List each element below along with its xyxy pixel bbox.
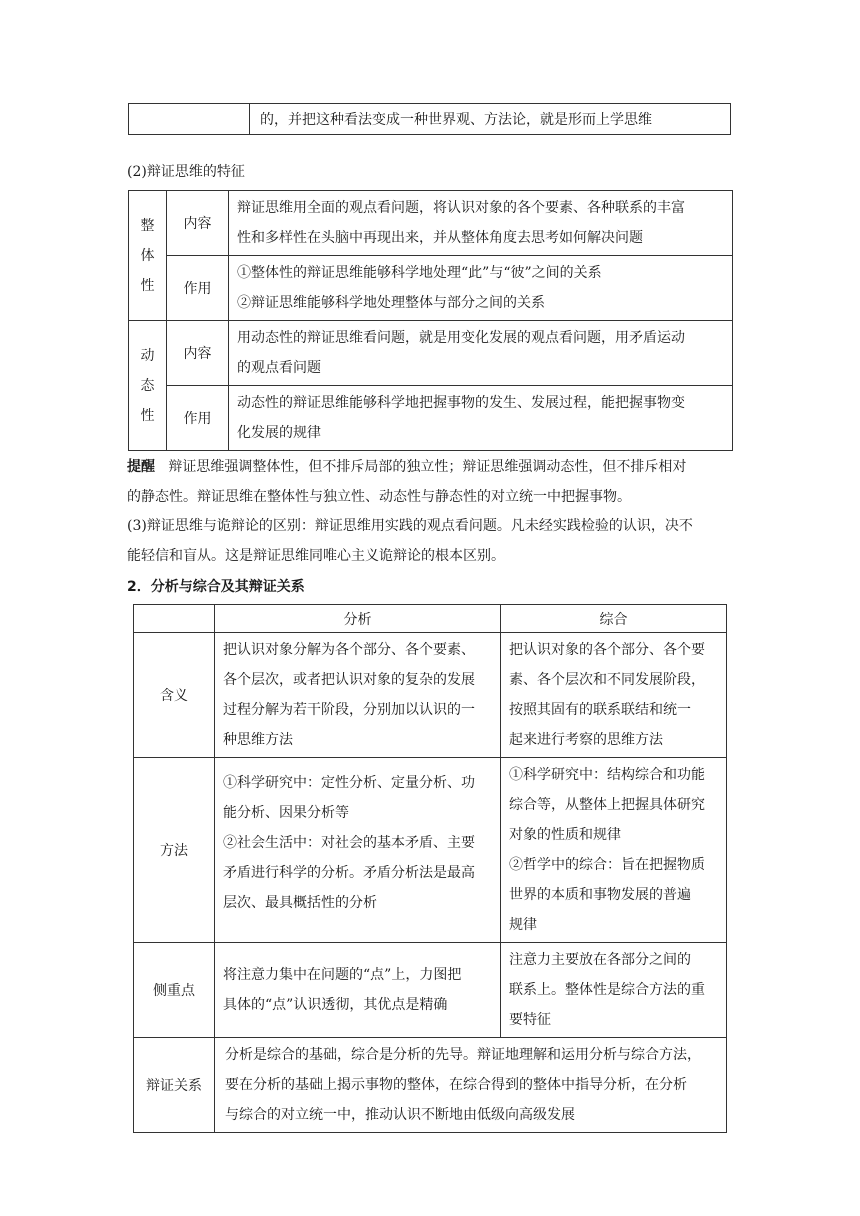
top-row-text: 的，并把这种看法变成一种世界观、方法论，就是形而上学思维 [260, 112, 652, 128]
row-label-meaning [134, 633, 215, 758]
reminder-text-1: 辩证思维强调整体性，但不排斥局部的独立性；辩证思维强调动态性，但不排斥相对 [168, 459, 687, 475]
cell-line: 矛盾进行科学的分析。矛盾分析法是最高 [223, 865, 475, 881]
row-label-focus [134, 943, 215, 1038]
cell-line: 规律 [509, 917, 537, 933]
cell-line: 起来进行考察的思维方法 [509, 732, 663, 748]
content-line: 用动态性的辩证思维看问题，就是用变化发展的观点看问题，用矛盾运动 [237, 330, 685, 346]
feature-char: 性 [140, 407, 155, 424]
focus-synthesis-cell [501, 943, 727, 1038]
header-synthesis [501, 605, 727, 633]
cell-line: 将注意力集中在问题的“点”上，力图把 [223, 967, 462, 983]
feature-row-label [167, 191, 229, 256]
feature-char: 整 [140, 217, 155, 234]
feature-integrity-cell [129, 191, 167, 321]
method-analysis-cell [215, 758, 501, 943]
section3-line-1: (3)辩证思维与诡辩论的区别：辩证思维用实践的观点看问题。凡未经实践检验的认识，决不 [127, 518, 693, 534]
feature-row-content [229, 191, 733, 256]
content-line: 动态性的辩证思维能够科学地把握事物的发生、发展过程，能把握事物变 [237, 395, 685, 411]
feature-row-label [167, 256, 229, 321]
content-line: 化发展的规律 [237, 425, 321, 441]
feature-row-content [229, 321, 733, 386]
cell-line: 层次、最具概括性的分析 [223, 895, 377, 911]
row-label-text: 含义 [160, 688, 188, 704]
reminder-label: 提醒 [127, 459, 155, 475]
section3-line-2: 能轻信和盲从。这是辩证思维同唯心主义诡辩论的根本区别。 [127, 548, 505, 564]
meaning-synthesis-cell [501, 633, 727, 758]
reminder-line-2: 的静态性。辩证思维在整体性与独立性、动态性与静态性的对立统一中把握事物。 [127, 489, 631, 505]
row-label-text: 辩证关系 [146, 1078, 202, 1094]
feature-char: 性 [140, 277, 155, 294]
content-line: ①整体性的辩证思维能够科学地处理“此”与“彼”之间的关系 [237, 265, 602, 281]
content-line: 的观点看问题 [237, 360, 321, 376]
row-label-text: 方法 [160, 843, 188, 859]
method-synthesis-cell [501, 758, 727, 943]
content-line: ②辩证思维能够科学地处理整体与部分之间的关系 [237, 295, 545, 311]
feature-char: 态 [140, 377, 155, 394]
row-label-text: 侧重点 [153, 983, 195, 999]
features-table [128, 190, 733, 451]
cell-line: 把认识对象的各个部分、各个要 [509, 642, 705, 658]
header-analysis-text: 分析 [343, 611, 372, 628]
cell-line: ②哲学中的综合：旨在把握物质 [509, 857, 705, 873]
feature-row-label [167, 321, 229, 386]
cell-line: 联系上。整体性是综合方法的重 [509, 982, 705, 998]
feature-char: 动 [140, 347, 155, 364]
cell-line: ①科学研究中：结构综合和功能 [509, 767, 705, 783]
feature-row-content [229, 256, 733, 321]
cell-line: 把认识对象分解为各个部分、各个要素、 [223, 642, 475, 658]
cell-line: 过程分解为若干阶段，分别加以认识的一 [223, 702, 475, 718]
cell-line: 注意力主要放在各部分之间的 [509, 952, 691, 968]
section3-paragraph [127, 511, 742, 571]
content-line: 辩证思维用全面的观点看问题，将认识对象的各个要素、各种联系的丰富 [237, 200, 685, 216]
cell-line: ②社会生活中：对社会的基本矛盾、主要 [223, 835, 475, 851]
focus-analysis-cell [215, 943, 501, 1038]
header-synthesis-text: 综合 [599, 611, 628, 628]
cell-line: 能分析、因果分析等 [223, 805, 349, 821]
cell-line: ①科学研究中：定性分析、定量分析、功 [223, 775, 475, 791]
cell-line: 要在分析的基础上揭示事物的整体，在综合得到的整体中指导分析，在分析 [225, 1077, 687, 1093]
meaning-analysis-cell [215, 633, 501, 758]
row-label-text: 作用 [183, 411, 212, 427]
row-label-text: 作用 [183, 281, 212, 297]
feature-row-label [167, 386, 229, 451]
analysis-synthesis-table [133, 604, 727, 1133]
header-empty-cell [134, 605, 215, 633]
feature-dynamic-cell [129, 321, 167, 451]
cell-line: 对象的性质和规律 [509, 827, 621, 843]
cell-line: 具体的“点”认识透彻，其优点是精确 [223, 997, 448, 1013]
reminder-paragraph [127, 452, 742, 512]
feature-row-content [229, 386, 733, 451]
row-label-text: 内容 [183, 346, 212, 362]
header-analysis [215, 605, 501, 633]
top-empty-cell [129, 104, 250, 135]
top-continuation-table [128, 103, 731, 135]
cell-line: 各个层次，或者把认识对象的复杂的发展 [223, 672, 475, 688]
cell-line: 素、各个层次和不同发展阶段， [509, 672, 705, 688]
cell-line: 种思维方法 [223, 732, 293, 748]
cell-line: 按照其固有的联系联结和统一 [509, 702, 691, 718]
cell-line: 世界的本质和事物发展的普遍 [509, 887, 691, 903]
feature-char: 体 [140, 247, 155, 264]
section2-heading: (2)辩证思维的特征 [127, 164, 245, 180]
row-label-text: 内容 [183, 216, 212, 232]
row-label-method [134, 758, 215, 943]
row-label-relation [134, 1038, 215, 1133]
cell-line: 综合等，从整体上把握具体研究 [509, 797, 705, 813]
top-text-cell [250, 104, 731, 135]
cell-line: 分析是综合的基础，综合是分析的先导。辩证地理解和运用分析与综合方法， [225, 1047, 701, 1063]
cell-line: 与综合的对立统一中，推动认识不断地由低级向高级发展 [225, 1107, 575, 1123]
reminder-line-1 [127, 452, 742, 482]
content-line: 性和多样性在头脑中再现出来，并从整体角度去思考如何解决问题 [237, 230, 643, 246]
relation-cell [215, 1038, 727, 1133]
cell-line: 要特征 [509, 1012, 551, 1028]
heading-analysis-synthesis: 2．分析与综合及其辩证关系 [127, 579, 305, 595]
